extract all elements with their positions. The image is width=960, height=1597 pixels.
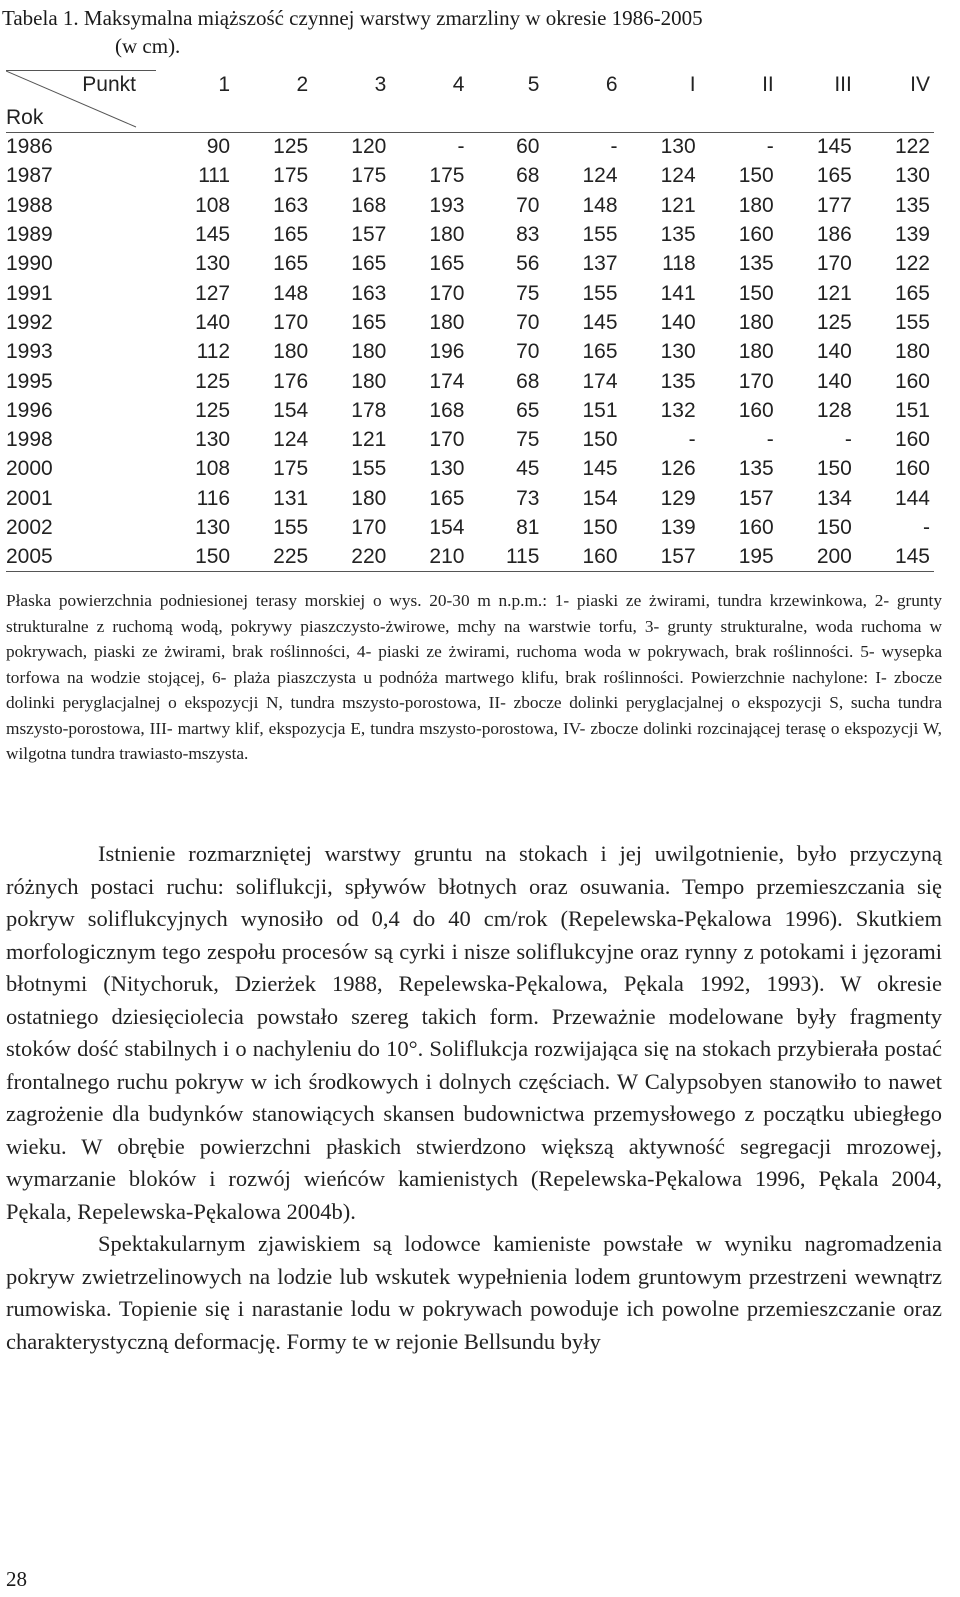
value-cell: 174 xyxy=(429,369,465,393)
table-row xyxy=(6,220,934,249)
value-cell: 144 xyxy=(894,486,930,510)
value-cell: 170 xyxy=(738,369,774,393)
value-cell: 155 xyxy=(273,516,309,539)
value-cell: 180 xyxy=(351,340,387,364)
value-cell: 125 xyxy=(816,310,852,334)
value-cell: 124 xyxy=(660,164,696,188)
value-cell: 137 xyxy=(582,252,618,276)
value-cell: 200 xyxy=(778,543,856,572)
value-cell: 130 xyxy=(894,164,930,188)
corner-header-cell xyxy=(6,71,156,133)
value-cell: 122 xyxy=(856,133,934,162)
value-cell: 125 xyxy=(195,398,231,422)
column-header: 2 xyxy=(296,72,309,96)
value-cell: 132 xyxy=(660,398,696,422)
value-cell: 220 xyxy=(312,543,390,572)
value-cell: 180 xyxy=(351,486,387,510)
value-cell: 170 xyxy=(429,428,465,452)
value-cell: 65 xyxy=(516,398,540,422)
value-cell: 124 xyxy=(582,164,618,188)
value-cell: 180 xyxy=(429,223,465,247)
value-cell: 155 xyxy=(894,310,930,334)
value-cell: 165 xyxy=(351,252,387,276)
value-cell: 56 xyxy=(516,252,540,276)
column-header: 4 xyxy=(452,72,465,96)
value-cell: 148 xyxy=(273,281,309,305)
value-cell: 124 xyxy=(273,428,309,452)
value-cell: 148 xyxy=(582,193,618,217)
value-cell: 176 xyxy=(273,369,309,393)
value-cell: 68 xyxy=(516,369,540,393)
value-cell: 170 xyxy=(273,310,309,334)
value-cell: 108 xyxy=(195,457,231,481)
year-cell: 1987 xyxy=(6,164,53,188)
table-row xyxy=(6,425,934,454)
year-cell: 1989 xyxy=(6,223,53,247)
column-header: 5 xyxy=(527,72,540,96)
value-cell: 178 xyxy=(351,398,387,422)
value-cell: 128 xyxy=(816,398,852,422)
value-cell: 60 xyxy=(468,133,543,162)
value-cell: 121 xyxy=(660,193,696,217)
value-cell: - xyxy=(390,133,468,162)
year-cell: 1998 xyxy=(6,428,53,452)
value-cell: 165 xyxy=(582,340,618,364)
value-cell: 160 xyxy=(738,516,774,539)
value-cell: 145 xyxy=(856,543,934,572)
value-cell: 118 xyxy=(662,252,696,276)
paragraph-1: Istnienie rozmarzniętej warstwy gruntu na stokach i jej uwilgotnienie, było przyczyną różnych postaci ruchu: soliflukcji, spływów błotnych oraz osuwania. Tempo przemieszczania się pokryw soliflukcyjnych wynosiło od 0,4 do 40 cm/rok (Repelewska-Pękalowa 1996). Skutkiem morfologicznym tego zespołu procesów są cyrki i nisze soliflukcyjne oraz rynny z potokami i jęzorami błotnymi (Nitychoruk, Dzierżek 1988, Repelewska-Pękalowa, Pękala 1992, 1993). W okresie ostatniego dziesięciolecia powstało szereg takich form. Przeważnie modelowane były fragmenty stoków dość stabilnych i o nachyleniu do 10°. Soliflukcja rozwijająca się na stokach przybierała postać frontalnego ruchu pokryw w ich środkowych i dolnych częściach. W Calypsobyen stanowiło to nawet zagrożenie dla budynków stanowiących skansen budownictwa przemysłowego z początku ubiegłego wieku. W obrębie powierzchni płaskich stwierdzono większą aktywność segregacji mrozowej, wymarzanie bloków i rozwój wieńców kamienistych (Repelewska-Pękalowa 1996, Pękala 2004, Pękala, Repelewska-Pękalowa 2004b). xyxy=(6,841,942,1224)
value-cell: 108 xyxy=(195,193,231,217)
value-cell: 170 xyxy=(816,252,852,276)
value-cell: 160 xyxy=(894,369,930,393)
table-body xyxy=(6,133,934,572)
column-header: II xyxy=(762,72,774,96)
value-cell: 73 xyxy=(516,486,540,510)
value-cell: 165 xyxy=(894,281,930,305)
value-cell: 130 xyxy=(660,340,696,364)
value-cell: 165 xyxy=(273,223,309,247)
value-cell: 145 xyxy=(582,457,618,481)
value-cell: 140 xyxy=(816,340,852,364)
year-cell: 1992 xyxy=(6,310,53,334)
table-header-row xyxy=(6,71,934,133)
value-cell: 127 xyxy=(195,281,231,305)
value-cell: 174 xyxy=(582,369,618,393)
year-cell: 1986 xyxy=(6,133,156,162)
value-cell: 121 xyxy=(351,428,387,452)
column-header: 1 xyxy=(218,72,231,96)
value-cell: 180 xyxy=(429,310,465,334)
value-cell: 129 xyxy=(660,486,696,510)
value-cell: 135 xyxy=(660,369,696,393)
column-header: IV xyxy=(910,72,930,96)
column-header: 6 xyxy=(605,72,618,96)
value-cell: 163 xyxy=(273,193,309,217)
table-row xyxy=(6,484,934,513)
value-cell: 115 xyxy=(468,543,543,572)
value-cell: 145 xyxy=(778,133,856,162)
value-cell: 180 xyxy=(738,193,774,217)
value-cell: 180 xyxy=(894,340,930,364)
table-row xyxy=(6,191,934,220)
value-cell: 155 xyxy=(582,281,618,305)
value-cell: 139 xyxy=(660,516,696,539)
value-cell: - xyxy=(700,133,778,162)
value-cell: 140 xyxy=(660,310,696,334)
value-cell: 150 xyxy=(816,457,852,481)
table-row xyxy=(6,396,934,425)
corner-label-rok: Rok xyxy=(6,106,44,129)
value-cell: 135 xyxy=(738,252,774,276)
value-cell: 180 xyxy=(351,369,387,393)
value-cell: 75 xyxy=(516,428,540,452)
value-cell: 193 xyxy=(429,193,465,217)
value-cell: - xyxy=(688,428,696,452)
value-cell: 130 xyxy=(622,133,700,162)
value-cell: 122 xyxy=(894,252,930,276)
year-cell: 1993 xyxy=(6,340,53,364)
value-cell: 116 xyxy=(196,486,231,510)
year-cell: 1995 xyxy=(6,369,53,393)
table-row xyxy=(6,279,934,308)
value-cell: 160 xyxy=(738,398,774,422)
value-cell: - xyxy=(543,133,621,162)
year-cell: 2001 xyxy=(6,486,53,510)
value-cell: 70 xyxy=(516,310,540,334)
value-cell: 125 xyxy=(234,133,312,162)
value-cell: 150 xyxy=(738,281,774,305)
value-cell: 157 xyxy=(351,223,387,247)
caption-line-1: Tabela 1. Maksymalna miąższość czynnej warstwy zmarzliny w okresie 1986-2005 xyxy=(2,6,703,30)
year-cell: 1990 xyxy=(6,252,53,276)
table-row xyxy=(6,367,934,396)
value-cell: 157 xyxy=(622,543,700,572)
value-cell: 81 xyxy=(516,516,540,539)
value-cell: 168 xyxy=(351,193,387,217)
table-row xyxy=(6,308,934,337)
value-cell: 157 xyxy=(738,486,774,510)
value-cell: 160 xyxy=(543,543,621,572)
value-cell: 150 xyxy=(582,516,618,539)
table-row xyxy=(6,455,934,484)
page-number: 28 xyxy=(6,1567,27,1591)
value-cell: 135 xyxy=(894,193,930,217)
column-header: 3 xyxy=(374,72,387,96)
value-cell: - xyxy=(923,516,930,539)
value-cell: 175 xyxy=(351,164,387,188)
value-cell: 130 xyxy=(429,457,465,481)
value-cell: 131 xyxy=(273,486,309,510)
value-cell: 120 xyxy=(312,133,390,162)
value-cell: 140 xyxy=(816,369,852,393)
value-cell: 175 xyxy=(273,457,309,481)
caption-line-2: (w cm). xyxy=(115,34,181,58)
year-cell: 1991 xyxy=(6,281,53,305)
paragraph-2: Spektakularnym zjawiskiem są lodowce kamieniste powstałe w wyniku nagromadzenia pokryw zwietrzelinowych na lodzie lub wskutek wypełnienia lodem gruntowym przestrzeni wewnątrz rumowiska. Topienie się i narastanie lodu w pokrywach powoduje ich powolne przemieszczanie oraz charakterystyczną deformację. Formy te w rejonie Bellsundu były xyxy=(6,1231,942,1354)
value-cell: 121 xyxy=(816,281,852,305)
value-cell: 180 xyxy=(273,340,309,364)
value-cell: 130 xyxy=(195,516,231,539)
value-cell: 140 xyxy=(195,310,231,334)
value-cell: 112 xyxy=(196,340,231,364)
value-cell: 70 xyxy=(516,340,540,364)
table-row xyxy=(6,338,934,367)
value-cell: 160 xyxy=(894,428,930,452)
value-cell: 130 xyxy=(195,428,231,452)
value-cell: 83 xyxy=(516,223,540,247)
value-cell: 196 xyxy=(429,340,465,364)
value-cell: 145 xyxy=(195,223,231,247)
table-row xyxy=(6,250,934,279)
value-cell: 150 xyxy=(156,543,234,572)
value-cell: 111 xyxy=(198,164,231,188)
year-cell: 2000 xyxy=(6,457,53,481)
table-caption xyxy=(2,4,942,60)
corner-label-punkt: Punkt xyxy=(82,73,136,96)
value-cell: 155 xyxy=(582,223,618,247)
value-cell: 154 xyxy=(429,516,465,539)
value-cell: 68 xyxy=(516,164,540,188)
value-cell: 165 xyxy=(429,486,465,510)
value-cell: 154 xyxy=(273,398,309,422)
body-text xyxy=(6,838,942,1358)
value-cell: 180 xyxy=(738,340,774,364)
value-cell: 180 xyxy=(738,310,774,334)
value-cell: 150 xyxy=(738,164,774,188)
value-cell: 125 xyxy=(195,369,231,393)
permafrost-table xyxy=(6,70,934,572)
year-cell: 2005 xyxy=(6,543,156,572)
value-cell: 141 xyxy=(660,281,696,305)
value-cell: - xyxy=(844,428,852,452)
value-cell: 160 xyxy=(738,223,774,247)
value-cell: 170 xyxy=(351,516,387,539)
value-cell: 126 xyxy=(660,457,696,481)
value-cell: 165 xyxy=(351,310,387,334)
value-cell: 139 xyxy=(894,223,930,247)
value-cell: 163 xyxy=(351,281,387,305)
value-cell: 195 xyxy=(700,543,778,572)
value-cell: 175 xyxy=(429,164,465,188)
year-cell: 1988 xyxy=(6,193,53,217)
value-cell: 75 xyxy=(516,281,540,305)
value-cell: 175 xyxy=(273,164,309,188)
value-cell: 151 xyxy=(894,398,930,422)
value-cell: 45 xyxy=(516,457,540,481)
value-cell: 165 xyxy=(273,252,309,276)
table-footnote: Płaska powierzchnia podniesionej terasy morskiej o wys. 20-30 m n.p.m.: 1- piaski ze żwirami, tundra krzewinkowa, 2- grunty strukturalne z ruchomą wodą, pokrywy piaszczysto-żwirowe, mchy na warstwie torfu, 3- grunty strukturalne, woda ruchoma w pokrywach, piaski ze żwirami, brak roślinności, 4- piaski ze żwirami, ruchoma woda w pokrywach, brak roślinności. 5- wysepka torfowa na wodzie stojącej, 6- plaża piaszczysta u podnóża martwego klifu, brak roślinności. Powierzchnie nachylone: I- zbocze dolinki peryglacjalnej o ekspozycji N, tundra mszysto-porostowa, II- zbocze dolinki peryglacjalnej o ekspozycji S, sucha tundra mszysto-porostowa, III- martwy klif, ekspozycja E, tundra mszysto-porostowa, IV- zbocze dolinki rozcinającej terasę o ekspozycji W, wilgotna tundra trawiasto-mszysta. xyxy=(6,591,942,763)
value-cell: - xyxy=(766,428,774,452)
value-cell: 151 xyxy=(582,398,618,422)
value-cell: 135 xyxy=(738,457,774,481)
value-cell: 135 xyxy=(660,223,696,247)
table-row xyxy=(6,513,934,542)
value-cell: 225 xyxy=(234,543,312,572)
value-cell: 134 xyxy=(816,486,852,510)
value-cell: 70 xyxy=(516,193,540,217)
value-cell: 170 xyxy=(429,281,465,305)
value-cell: 90 xyxy=(156,133,234,162)
value-cell: 210 xyxy=(390,543,468,572)
column-header: I xyxy=(689,72,696,96)
value-cell: 177 xyxy=(816,193,852,217)
value-cell: 130 xyxy=(195,252,231,276)
value-cell: 165 xyxy=(429,252,465,276)
table-row xyxy=(6,133,934,162)
year-cell: 2002 xyxy=(6,516,53,539)
value-cell: 160 xyxy=(894,457,930,481)
year-cell: 1996 xyxy=(6,398,53,422)
value-cell: 155 xyxy=(351,457,387,481)
value-cell: 165 xyxy=(816,164,852,188)
value-cell: 168 xyxy=(429,398,465,422)
value-cell: 150 xyxy=(816,516,852,539)
value-cell: 186 xyxy=(816,223,852,247)
column-header: III xyxy=(834,72,852,96)
value-cell: 150 xyxy=(582,428,618,452)
value-cell: 154 xyxy=(582,486,618,510)
value-cell: 145 xyxy=(582,310,618,334)
table-row xyxy=(6,543,934,572)
table-row xyxy=(6,162,934,191)
